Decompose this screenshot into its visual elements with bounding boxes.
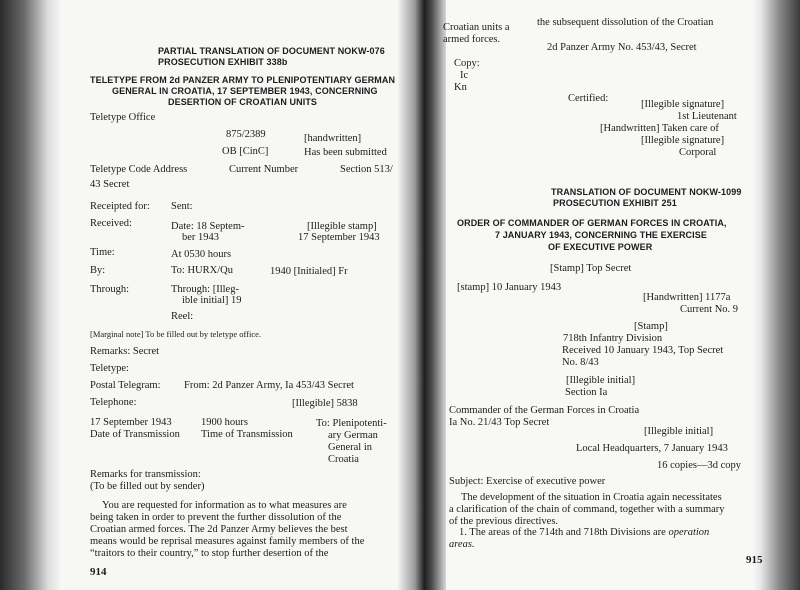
remarks-transmission-label: Remarks for transmission: <box>90 469 201 480</box>
illegible-signature-1: [Illegible signature] <box>641 99 725 110</box>
left-subheading-line2: GENERAL IN CROATIA, 17 SEPTEMBER 1943, CONCERNING <box>112 86 378 96</box>
left-subheading-line1: TELETYPE FROM 2d PANZER ARMY TO PLENIPOTENTIARY GERMAN <box>90 75 396 85</box>
postal-telegram-label: Postal Telegram: <box>90 380 161 391</box>
handwritten-note: [handwritten] <box>304 133 362 144</box>
secret-ref: 43 Secret <box>90 179 130 190</box>
illegible-signature-2: [Illegible signature] <box>641 135 725 146</box>
left-body-line4: means would be reprisal measures against family members of the <box>90 536 365 547</box>
teletype-label: Teletype: <box>90 363 129 374</box>
code-address-label: Teletype Code Address <box>90 164 188 175</box>
right-subheading-line2: 7 JANUARY 1943, CONCERNING THE EXERCISE <box>495 230 707 240</box>
rank-corporal: Corporal <box>679 147 717 158</box>
section-ia: Section Ia <box>565 387 608 398</box>
received-label: Received: <box>90 218 132 229</box>
copy-label: Copy: <box>454 58 480 69</box>
date-of-transmission-label: Date of Transmission <box>90 429 180 440</box>
transmission-date: 17 September 1943 <box>90 417 172 428</box>
right-subheading-line3: OF EXECUTIVE POWER <box>548 242 653 252</box>
stamp-date-10-january: [stamp] 10 January 1943 <box>457 282 562 293</box>
time-of-transmission-label: Time of Transmission <box>201 429 293 440</box>
illegible-stamp: [Illegible stamp] <box>307 221 377 232</box>
stamp-date: 17 September 1943 <box>298 232 380 243</box>
stamp-label: [Stamp] <box>634 321 668 332</box>
current-number-label: Current Number <box>229 164 299 175</box>
left-heading-line1: PARTIAL TRANSLATION OF DOCUMENT NOKW-076 <box>158 46 385 56</box>
continuation-line1a: Croatian units a <box>443 22 510 33</box>
commander-line: Commander of the German Forces in Croatia <box>449 405 640 416</box>
ia-number: Ia No. 21/43 Top Secret <box>449 417 550 428</box>
continuation-line1b: the subsequent dissolution of the Croatian <box>537 17 714 28</box>
to-value: To: HURX/Qu <box>171 265 233 276</box>
copies-count: 16 copies—3d copy <box>657 460 741 471</box>
received-top-secret: Received 10 January 1943, Top Secret <box>562 345 724 356</box>
certified-label: Certified: <box>568 93 609 104</box>
document-number: 875/2389 <box>226 129 266 140</box>
marginal-note: [Marginal note] To be filled out by teletype office. <box>90 329 262 339</box>
from-value: From: 2d Panzer Army, Ia 453/43 Secret <box>184 380 354 391</box>
time-value: At 0530 hours <box>171 249 232 260</box>
copy-kn: Kn <box>454 82 467 93</box>
right-body-line5: areas. <box>449 539 475 550</box>
time-label: Time: <box>90 247 115 258</box>
through-line1: Through: [Illeg- <box>171 284 239 295</box>
left-book-edge <box>0 0 60 590</box>
transmission-time: 1900 hours <box>201 417 248 428</box>
section-label: Section 513/ <box>340 164 393 175</box>
right-heading-line1: TRANSLATION OF DOCUMENT NOKW-1099 <box>551 187 742 197</box>
copy-ic: Ic <box>460 70 469 81</box>
handwritten-1177a: [Handwritten] 1177a <box>643 292 731 303</box>
left-page-number: 914 <box>90 566 107 578</box>
book-gutter <box>398 0 446 590</box>
reel-label: Reel: <box>171 311 194 322</box>
received-date-line1: Date: 18 Septem- <box>171 221 245 232</box>
received-date-line2: ber 1943 <box>182 232 220 243</box>
left-body-line2: being taken in order to prevent the further dissolution of the <box>90 512 342 523</box>
left-body-line1: You are requested for information as to what measures are <box>102 500 347 511</box>
ob-cinc: OB [CinC] <box>222 146 269 157</box>
to-plenipotentiary-line1: To: Plenipotenti- <box>316 418 387 429</box>
sent-label: Sent: <box>171 201 193 212</box>
has-been-submitted: Has been submitted <box>304 147 387 158</box>
to-plenipotentiary-line2: ary German <box>328 430 378 441</box>
to-plenipotentiary-line3: General in <box>328 442 373 453</box>
division-718th: 718th Infantry Division <box>563 333 663 344</box>
by-label: By: <box>90 265 106 276</box>
right-body-line2: a clarification of the chain of command, together with a summary <box>449 504 725 515</box>
left-body-line3: Croatian armed forces. The 2d Panzer Army believes the best <box>90 524 348 535</box>
right-subheading-line1: ORDER OF COMMANDER OF GERMAN FORCES IN CROATIA, <box>457 218 727 228</box>
local-headquarters: Local Headquarters, 7 January 1943 <box>576 443 728 454</box>
right-book-edge <box>754 0 800 590</box>
subject-line: Subject: Exercise of executive power <box>449 476 606 487</box>
right-body-line3: of the previous directives. <box>449 516 559 527</box>
right-page-number: 915 <box>746 554 763 566</box>
right-heading-line2: PROSECUTION EXHIBIT 251 <box>553 198 677 208</box>
army-number: 2d Panzer Army No. 453/43, Secret <box>547 42 697 53</box>
initialed-value: 1940 [Initialed] Fr <box>270 266 348 277</box>
illegible-initial-2: [Illegible initial] <box>644 426 714 437</box>
remarks-secret: Remarks: Secret <box>90 346 160 357</box>
to-plenipotentiary-line4: Croatia <box>328 454 359 465</box>
right-body-line4-italic: operation <box>668 527 710 538</box>
current-no-9: Current No. 9 <box>680 304 739 315</box>
through-label: Through: <box>90 284 130 295</box>
left-heading-line2: PROSECUTION EXHIBIT 338b <box>158 57 288 67</box>
right-body-line4 <box>459 527 709 539</box>
left-subheading-line3: DESERTION OF CROATIAN UNITS <box>168 97 318 107</box>
teletype-office-label: Teletype Office <box>90 112 156 123</box>
taken-care-note: [Handwritten] Taken care of <box>600 123 719 134</box>
filled-by-sender-note: (To be filled out by sender) <box>90 481 205 492</box>
no-ref-8-43: No. 8/43 <box>562 357 599 368</box>
rank-1st-lieutenant: 1st Lieutenant <box>677 111 737 122</box>
through-line2: ible initial] 19 <box>182 295 242 306</box>
receipted-for-label: Receipted for: <box>90 201 150 212</box>
continuation-line2: armed forces. <box>443 34 501 45</box>
telephone-value: [Illegible] 5838 <box>292 398 358 409</box>
left-body-line5: “traitors to their country,” to stop further desertion of the <box>90 548 329 559</box>
right-body-line1: The development of the situation in Croatia again necessitates <box>461 492 722 503</box>
illegible-initial-1: [Illegible initial] <box>566 375 636 386</box>
telephone-label: Telephone: <box>90 397 137 408</box>
right-body-line4-text: 1. The areas of the 714th and 718th Divisions are <box>459 527 669 538</box>
stamp-top-secret: [Stamp] Top Secret <box>550 263 632 274</box>
